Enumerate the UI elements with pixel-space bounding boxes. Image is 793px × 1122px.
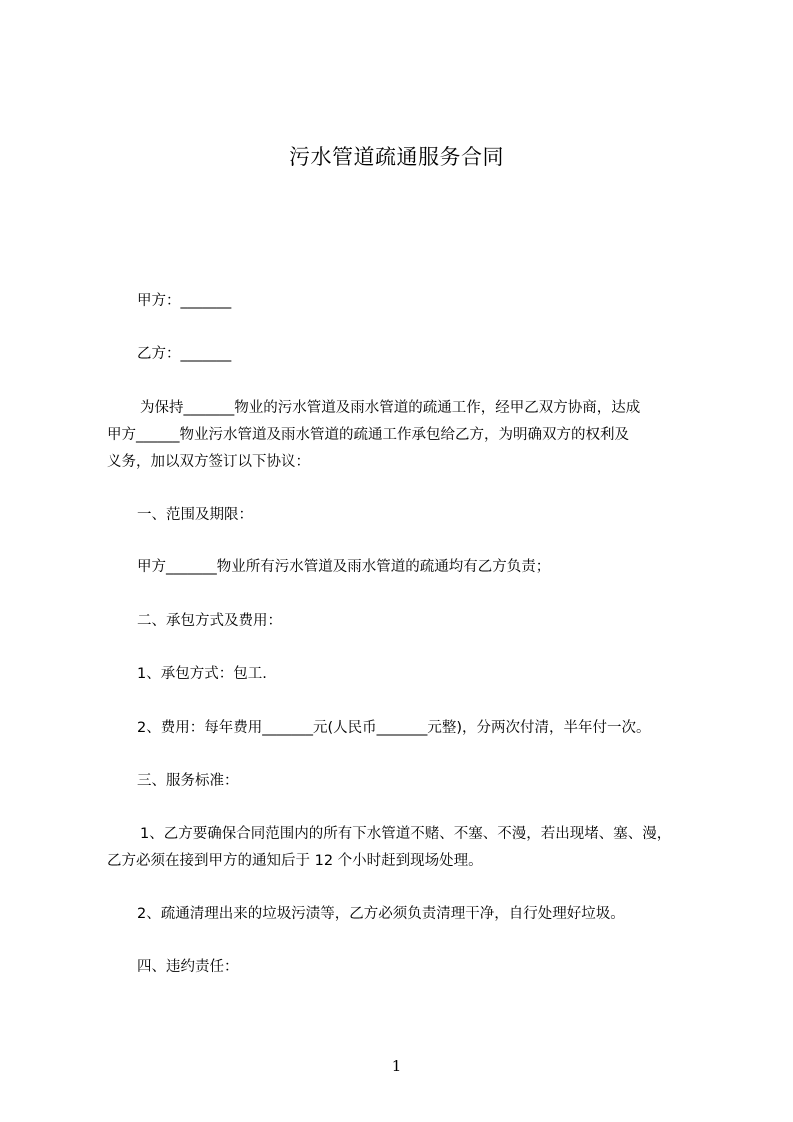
page-number: 1 — [391, 1057, 402, 1075]
section-1-heading: 一、范围及期限： — [137, 507, 253, 523]
section-2-item-2: 2、费用：每年费用_______元(人民币_______元整)，分两次付清，半年付一次。 — [137, 720, 651, 736]
section-2-item-1: 1、承包方式：包工. — [137, 666, 267, 682]
section-2-heading: 二、承包方式及费用： — [137, 613, 282, 629]
section-3-item-2: 2、疏通清理出来的垃圾污渍等，乙方必须负责清理干净，自行处理好垃圾。 — [137, 906, 625, 922]
section-3-item-1-line-1: 1、乙方要确保合同范围内的所有下水管道不赌、不塞、不漫，若出现堵、塞、漫， — [140, 826, 672, 842]
document-title: 污水管道疏通服务合同 — [289, 145, 504, 169]
intro-line-2: 甲方______物业污水管道及雨水管道的疏通工作承包给乙方，为明确双方的权利及 — [107, 427, 629, 443]
section-1-text: 甲方_______物业所有污水管道及雨水管道的疏通均有乙方负责； — [137, 559, 551, 575]
section-4-heading: 四、违约责任： — [137, 959, 239, 975]
party-a-line: 甲方：_______ — [137, 293, 232, 309]
intro-line-3: 义务，加以双方签订以下协议： — [107, 454, 310, 470]
party-b-line: 乙方：_______ — [137, 346, 232, 362]
intro-line-1: 为保持_______物业的污水管道及雨水管道的疏通工作，经甲乙双方协商，达成 — [140, 400, 641, 416]
section-3-item-1-line-2: 乙方必须在接到甲方的通知后于 12 个小时赶到现场处理。 — [107, 853, 483, 869]
section-3-heading: 三、服务标准： — [137, 773, 239, 789]
